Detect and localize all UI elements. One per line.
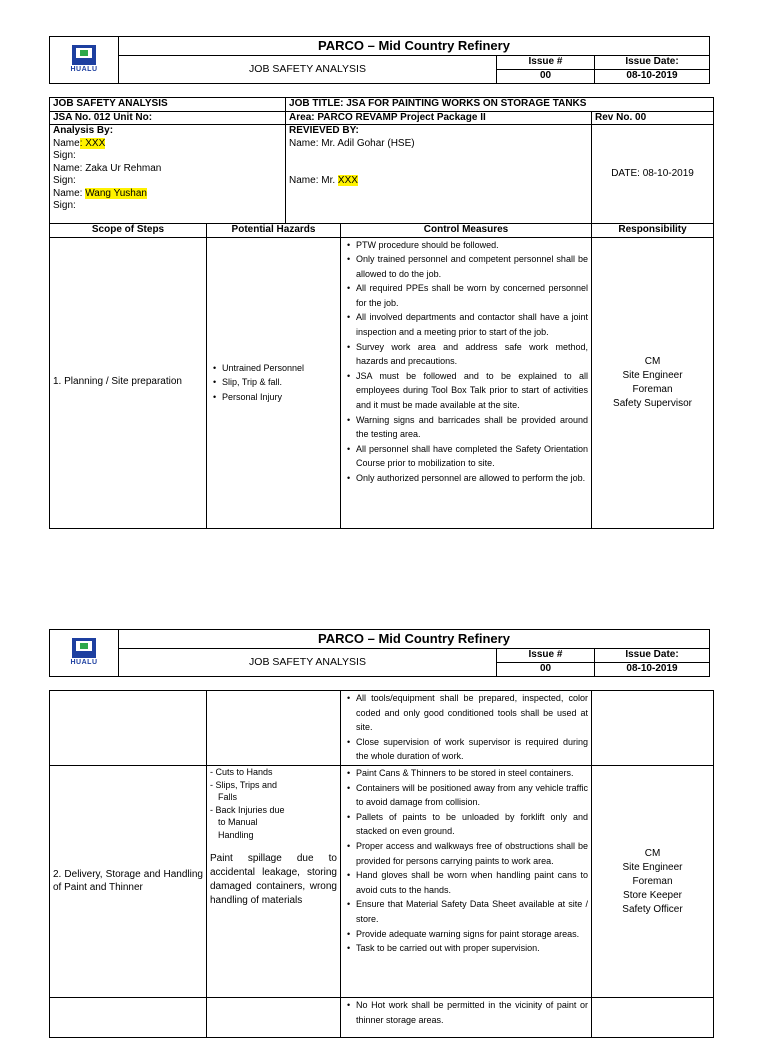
- hazard-item: Falls: [218, 792, 238, 803]
- continued-responsibility: [592, 691, 714, 766]
- hazard-note: Paint spillage due to accidental leakage, storing damaged containers, wrong handling of materials: [210, 852, 337, 906]
- revision-number: Rev No. 00: [592, 111, 714, 125]
- analyst-name-2: Name: Zaka Ur Rehman: [53, 162, 162, 174]
- col-header-hazards: Potential Hazards: [207, 224, 341, 238]
- step-1-scope: 1. Planning / Site preparation: [50, 237, 207, 528]
- issue-date-value: 08-10-2019: [595, 663, 710, 677]
- reviewer-name-2: Name: Mr. XXX: [289, 175, 358, 186]
- control-item: • All personnel shall have completed the Safety Orientation Course prior to mobilization to site.: [344, 442, 588, 471]
- hazard-item: - Back Injuries due: [210, 804, 285, 815]
- control-item: • Provide adequate warning signs for paint storage areas.: [344, 927, 588, 942]
- control-item: • Task to be carried out with proper supervision.: [344, 941, 588, 956]
- issue-date-label: Issue Date:: [595, 56, 710, 70]
- responsible-role: Safety Officer: [622, 903, 683, 915]
- company-logo: HUALU: [50, 37, 119, 84]
- responsible-role: Store Keeper: [623, 889, 682, 901]
- responsible-role: CM: [644, 847, 661, 859]
- issue-label: Issue #: [497, 56, 595, 70]
- control-item: • JSA must be followed and to be explained to all employees during Tool Box Talk prior to start of activities and it must be made available at the site.: [344, 369, 588, 413]
- jsa-table: [49, 97, 714, 529]
- control-item: • Survey work area and address safe work method, hazards and precautions.: [344, 340, 588, 369]
- control-item: • Proper access and walkways free of obstructions shall be provided for persons carrying paints to work area.: [344, 839, 588, 868]
- jsa-number: JSA No. 012 Unit No:: [50, 111, 286, 125]
- hazard-item: • Untrained Personnel: [210, 361, 337, 376]
- step-1-controls: [341, 237, 592, 528]
- control-item: • Pallets of paints to be unloaded by forklift only and stacked on even ground.: [344, 810, 588, 839]
- company-title: PARCO – Mid Country Refinery: [119, 630, 710, 649]
- control-item: • All required PPEs shall be worn by concerned personnel for the job.: [344, 281, 588, 310]
- analyst-sign-2: Sign:: [53, 175, 76, 186]
- responsible-role: CM: [644, 355, 661, 367]
- company-title: PARCO – Mid Country Refinery: [119, 37, 710, 56]
- control-item: • Only authorized personnel are allowed to perform the job.: [344, 471, 588, 486]
- step-2-controls: [341, 766, 592, 998]
- jsa-table-page-2: [49, 690, 714, 1038]
- jsa-label: JOB SAFETY ANALYSIS: [50, 98, 286, 112]
- issue-date-label: Issue Date:: [595, 649, 710, 663]
- step-3-scope: [50, 998, 207, 1038]
- control-item: • All tools/equipment shall be prepared, inspected, color coded and only good conditioned tools shall be used at site.: [344, 691, 588, 735]
- responsible-role: Site Engineer: [622, 861, 683, 873]
- control-item: • Containers will be positioned away from any vehicle traffic to avoid damage from collision.: [344, 781, 588, 810]
- company-logo: HUALU: [50, 630, 119, 677]
- document-header: [49, 36, 710, 84]
- continued-hazards: [207, 691, 341, 766]
- area: Area: PARCO REVAMP Project Package II: [286, 111, 592, 125]
- step-1-responsibility: [592, 237, 714, 528]
- reviewed-by-block: [286, 125, 592, 224]
- responsible-role: Foreman: [632, 875, 673, 887]
- reviewer-name-1: Name: Mr. Adil Gohar (HSE): [289, 137, 415, 149]
- control-item: • Warning signs and barricades shall be provided around the testing area.: [344, 413, 588, 442]
- hualu-logo-icon: [71, 637, 97, 659]
- issue-label: Issue #: [497, 649, 595, 663]
- analyst-sign-1: Sign:: [53, 150, 76, 161]
- step-1-hazards: [207, 237, 341, 528]
- step-2-hazards: [207, 766, 341, 998]
- issue-value: 00: [497, 663, 595, 677]
- continued-controls: [341, 691, 592, 766]
- control-item: • Hand gloves shall be worn when handling paint cans to avoid cuts to the hands.: [344, 868, 588, 897]
- step-3-hazards: [207, 998, 341, 1038]
- analysis-by-label: Analysis By:: [53, 125, 114, 136]
- document-title: JOB SAFETY ANALYSIS: [119, 649, 497, 677]
- continued-scope: [50, 691, 207, 766]
- control-item: • PTW procedure should be followed.: [344, 238, 588, 253]
- control-item: • Close supervision of work supervisor is required during the whole duration of work.: [344, 735, 588, 764]
- issue-value: 00: [497, 70, 595, 84]
- analyst-name-1: Name: XXX: [53, 137, 106, 149]
- analyst-name-3: Name: Wang Yushan: [53, 187, 147, 199]
- col-header-scope: Scope of Steps: [50, 224, 207, 238]
- responsible-role: Safety Supervisor: [613, 397, 692, 409]
- job-title: JOB TITLE: JSA FOR PAINTING WORKS ON STORAGE TANKS: [286, 98, 714, 112]
- analysis-by-block: [50, 125, 286, 224]
- control-item: • Ensure that Material Safety Data Sheet available at site / store.: [344, 897, 588, 926]
- hazard-item: to Manual: [218, 817, 258, 828]
- hazard-item: • Slip, Trip & fall.: [210, 375, 337, 390]
- step-2-scope: 2. Delivery, Storage and Handling of Paint and Thinner: [50, 766, 207, 998]
- responsible-role: Foreman: [632, 383, 673, 395]
- document-title: JOB SAFETY ANALYSIS: [119, 56, 497, 84]
- control-item: • All involved departments and contactor shall have a joint inspection and a meeting prior to start of the job.: [344, 310, 588, 339]
- hazard-item: - Cuts to Hands: [210, 767, 273, 777]
- reviewed-by-label: REVIEVED BY:: [289, 125, 359, 136]
- control-item: • Paint Cans & Thinners to be stored in steel containers.: [344, 766, 588, 781]
- step-2-responsibility: [592, 766, 714, 998]
- hazard-item: - Slips, Trips and: [210, 779, 278, 790]
- step-3-controls: [341, 998, 592, 1038]
- hualu-logo-icon: [71, 44, 97, 66]
- hazard-item: Handling: [218, 829, 254, 840]
- review-date: DATE: 08-10-2019: [592, 125, 714, 224]
- responsible-role: Site Engineer: [622, 369, 683, 381]
- col-header-controls: Control Measures: [341, 224, 592, 238]
- analyst-sign-3: Sign:: [53, 200, 76, 211]
- hazard-item: • Personal Injury: [210, 390, 337, 405]
- issue-date-value: 08-10-2019: [595, 70, 710, 84]
- control-item: • Only trained personnel and competent personnel shall be allowed to do the job.: [344, 252, 588, 281]
- document-header-page-2: [49, 629, 710, 677]
- control-item: • No Hot work shall be permitted in the vicinity of paint or thinner storage areas.: [344, 998, 588, 1027]
- step-3-responsibility: [592, 998, 714, 1038]
- col-header-responsibility: Responsibility: [592, 224, 714, 238]
